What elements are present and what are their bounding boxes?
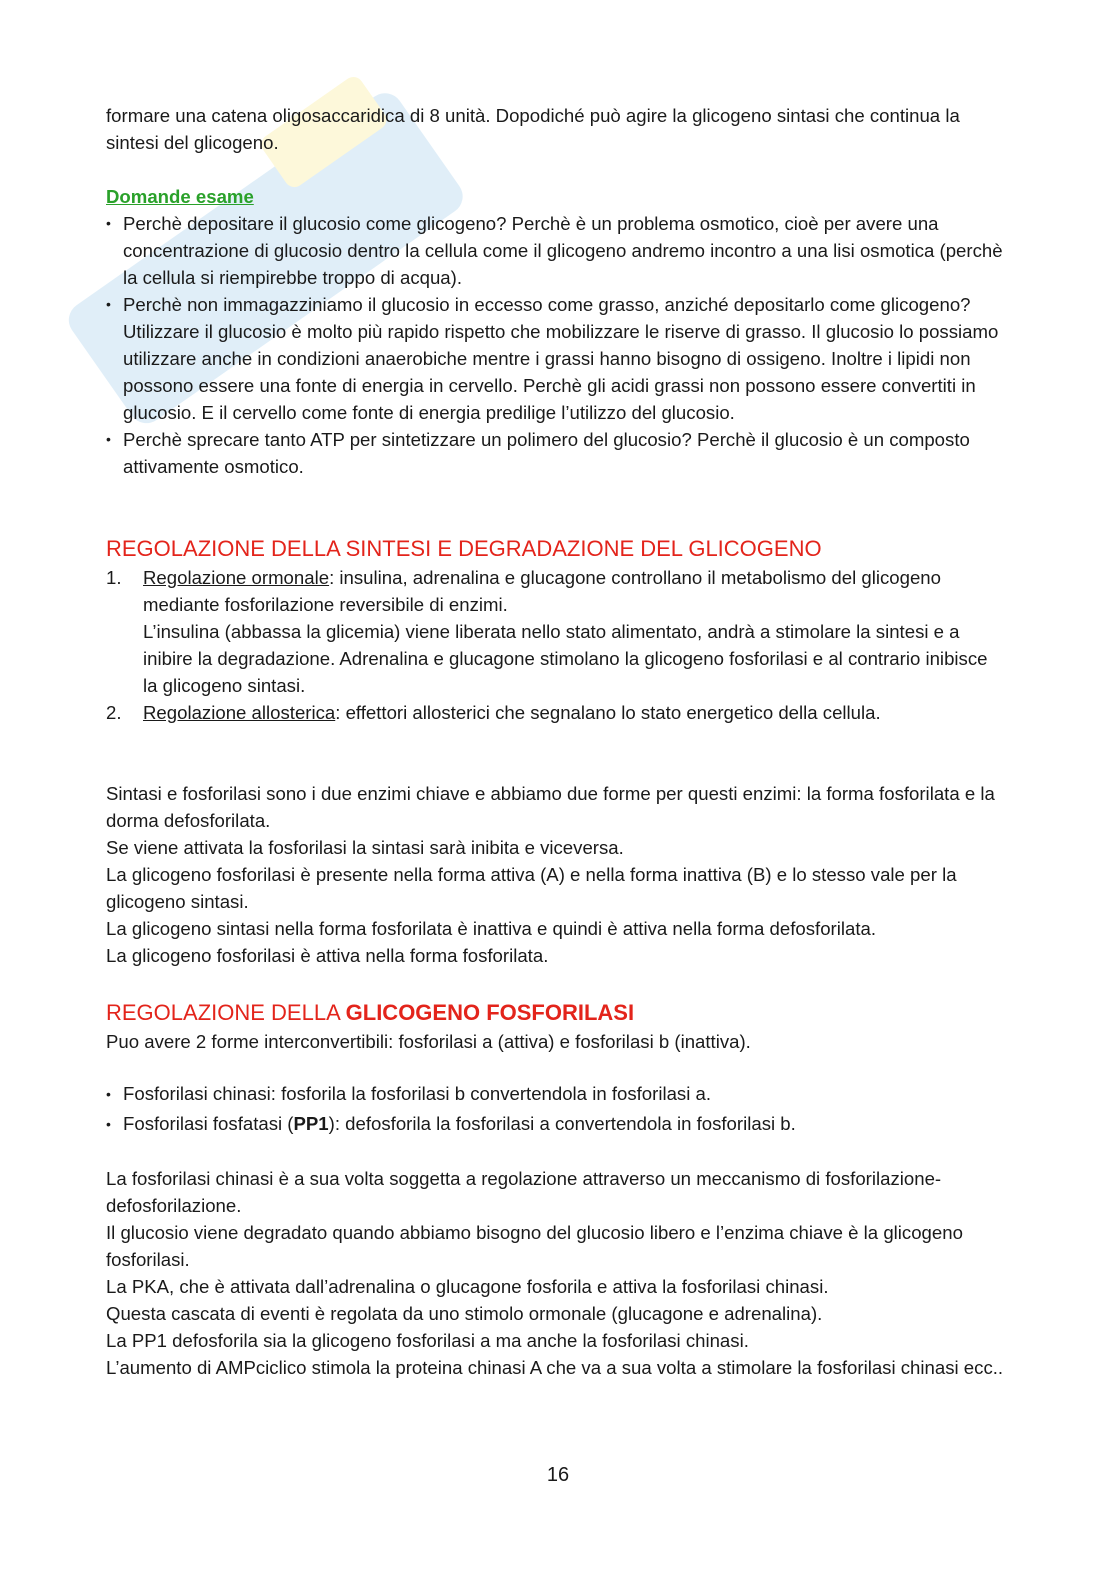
page-number: 16: [546, 1464, 570, 1486]
term-allosteric: Regolazione allosterica: [143, 702, 336, 723]
enzymes-paragraph: [106, 780, 1006, 969]
text-line: La glicogeno sintasi nella forma fosforilata è inattiva e quindi è attiva nella forma defosforilata.: [106, 918, 877, 939]
text-line: Il glucosio viene degradato quando abbiamo bisogno del glucosio libero e l’enzima chiave è la glicogeno fosforilasi.: [106, 1222, 963, 1270]
bullet-text: ): defosforila la fosforilasi a convertendola in fosforilasi b.: [328, 1113, 796, 1134]
term-hormonal: Regolazione ormonale: [143, 567, 330, 588]
text-line: La PKA, che è attivata dall’adrenalina o glucagone fosforila e attiva la fosforilasi chinasi.: [106, 1276, 829, 1297]
text-line: Questa cascata di eventi è regolata da uno stimolo ormonale (glucagone e adrenalina).: [106, 1303, 823, 1324]
text-line: Se viene attivata la fosforilasi la sintasi sarà inibita e viceversa.: [106, 837, 624, 858]
kinase-paragraph: [106, 1165, 1006, 1381]
enzyme-bullets: [106, 1079, 1006, 1139]
intro-paragraph: formare una catena oligosaccaridica di 8 unità. Dopodiché può agire la glicogeno sintasi che continua la sintesi del glicogeno.: [106, 105, 960, 153]
list-number: 1.: [106, 567, 122, 588]
list-item: • Fosforilasi chinasi: fosforila la fosforilasi b convertendola in fosforilasi a.: [106, 1079, 1006, 1109]
title-part: REGOLAZIONE DELLA: [106, 1000, 346, 1025]
title-bold-part: GLICOGENO FOSFORILASI: [345, 1000, 635, 1025]
section-subtitle: Puo avere 2 forme interconvertibili: fosforilasi a (attiva) e fosforilasi b (inattiva).: [106, 1031, 751, 1052]
text-line: L’aumento di AMPciclico stimola la proteina chinasi A che va a sua volta a stimolare la fosforilasi chinasi ecc..: [106, 1357, 1004, 1378]
bullet-bold: PP1: [293, 1113, 329, 1134]
text-line: La glicogeno fosforilasi è presente nella forma attiva (A) e nella forma inattiva (B) e lo stesso vale per la glicogeno sintasi.: [106, 864, 957, 912]
list-item: [106, 564, 1006, 699]
list-item: [106, 699, 1006, 726]
list-item: • Perchè depositare il glucosio come glicogeno? Perchè è un problema osmotico, cioè per avere una concentrazione di glucosio dentro la cellula come il glicogeno andremo incontro a una lisi osmotica (perchè la cellula si riempirebbe troppo di acqua).: [106, 210, 1006, 291]
regulation-list: [106, 564, 1006, 726]
term-extra: L’insulina (abbassa la glicemia) viene liberata nello stato alimentato, andrà a stimolare la sintesi e a inibire la degradazione. Adrenalina e glucagone stimolano la glicogeno fosforilasi e al contrario inibisce la glicogeno sintasi.: [143, 621, 988, 696]
text-line: La PP1 defosforila sia la glicogeno fosforilasi a ma anche la fosforilasi chinasi.: [106, 1330, 749, 1351]
exam-questions-list: [106, 210, 1006, 480]
list-item: • Perchè non immagazziniamo il glucosio in eccesso come grasso, anziché depositarlo come glicogeno? Utilizzare il glucosio è molto più rapido rispetto che mobilizzare le riserve di grasso. Il glucosio lo possiamo utilizzare anche in condizioni anaerobiche mentre i grassi hanno bisogno di ossigeno. Inoltre i lipidi non possono essere una fonte di energia in cervello. Perchè gli acidi grassi non possono essere convertiti in glucosio. E il cervello come fonte di energia predilige l’utilizzo del glucosio.: [106, 291, 1006, 426]
term-description: : insulina, adrenalina e glucagone controllano il metabolismo del glicogeno mediante fosforilazione reversibile di enzimi.: [143, 567, 941, 615]
text-line: La fosforilasi chinasi è a sua volta soggetta a regolazione attraverso un meccanismo di fosforilazione- defosforilazione.: [106, 1168, 942, 1216]
exam-questions-title: Domande esame: [106, 186, 254, 207]
section-title-regulation: REGOLAZIONE DELLA SINTESI E DEGRADAZIONE DEL GLICOGENO: [106, 536, 822, 561]
text-line: Sintasi e fosforilasi sono i due enzimi chiave e abbiamo due forme per questi enzimi: la forma fosforilata e la dorma defosforilata.: [106, 783, 995, 831]
bullet-text: Fosforilasi fosfatasi (: [123, 1113, 294, 1134]
list-number: 2.: [106, 702, 122, 723]
text-line: La glicogeno fosforilasi è attiva nella forma fosforilata.: [106, 945, 549, 966]
list-item: • Perchè sprecare tanto ATP per sintetizzare un polimero del glucosio? Perchè il glucosio è un composto attivamente osmotico.: [106, 426, 1006, 480]
section-title-phosphorylase: [106, 998, 1006, 1028]
term-description: : effettori allosterici che segnalano lo stato energetico della cellula.: [335, 702, 881, 723]
list-item: [106, 1109, 1006, 1139]
document-page: [106, 102, 1006, 1381]
